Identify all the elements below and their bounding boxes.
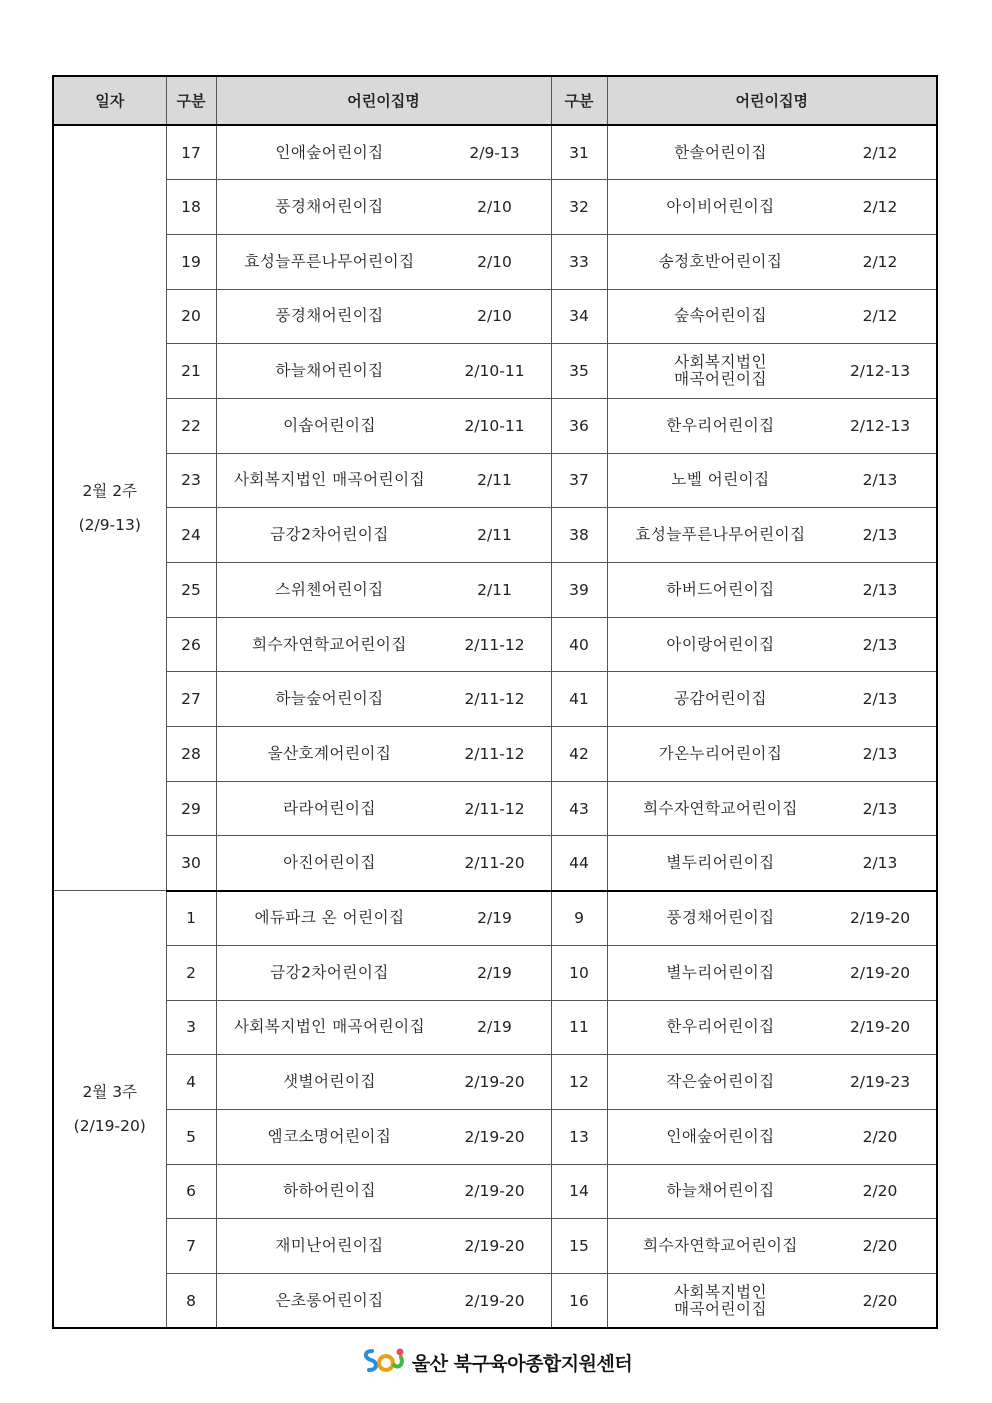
row-number: 14 — [551, 1164, 607, 1219]
row-number: 27 — [166, 672, 216, 727]
table-row — [53, 453, 937, 508]
daycare-name: 효성늘푸른나무어린이집 — [635, 525, 806, 544]
daycare-cell — [216, 727, 551, 782]
table-row — [53, 836, 937, 891]
daycare-name: 인애숲어린이집 — [275, 143, 384, 162]
row-number: 2 — [166, 945, 216, 1000]
daycare-cell — [607, 508, 937, 563]
daycare-cell — [607, 727, 937, 782]
daycare-name: 풍경채어린이집 — [275, 306, 384, 325]
daycare-cell — [216, 234, 551, 289]
row-number: 19 — [166, 234, 216, 289]
visit-date: 2/10-11 — [464, 416, 525, 435]
visit-date: 2/12 — [862, 143, 898, 162]
week-cell — [53, 891, 166, 1329]
visit-date: 2/11 — [477, 580, 512, 599]
daycare-name: 사회복지법인 매곡어린이집 — [674, 353, 767, 389]
row-number: 41 — [551, 672, 607, 727]
daycare-cell — [216, 563, 551, 618]
daycare-cell — [216, 836, 551, 891]
daycare-name: 희수자연학교어린이집 — [252, 635, 407, 654]
header-date: 일자 — [53, 76, 166, 125]
daycare-cell — [607, 453, 937, 508]
visit-date: 2/9-13 — [469, 143, 520, 162]
daycare-cell — [216, 781, 551, 836]
row-number: 21 — [166, 344, 216, 399]
visit-date: 2/13 — [862, 471, 898, 490]
daycare-name: 한우리어린이집 — [666, 1017, 775, 1036]
row-number: 31 — [551, 125, 607, 180]
footer — [0, 1345, 992, 1380]
daycare-cell — [216, 1000, 551, 1055]
daycare-name: 한솔어린이집 — [674, 143, 767, 162]
row-number: 9 — [551, 891, 607, 946]
row-number: 12 — [551, 1055, 607, 1110]
visit-date: 2/19-20 — [464, 1237, 525, 1256]
row-number: 13 — [551, 1109, 607, 1164]
visit-date: 2/19-20 — [849, 1018, 911, 1037]
table-row — [53, 1164, 937, 1219]
row-number: 26 — [166, 617, 216, 672]
row-number: 30 — [166, 836, 216, 891]
row-number: 16 — [551, 1273, 607, 1328]
daycare-cell — [216, 1219, 551, 1274]
visit-date: 2/12 — [862, 252, 898, 271]
visit-date: 2/13 — [862, 635, 898, 654]
daycare-name: 한우리어린이집 — [666, 416, 775, 435]
visit-date: 2/13 — [862, 854, 898, 873]
daycare-cell — [607, 1219, 937, 1274]
table-row — [53, 1219, 937, 1274]
daycare-name: 엠코소명어린이집 — [267, 1127, 392, 1146]
daycare-cell — [607, 1273, 937, 1328]
row-number: 35 — [551, 344, 607, 399]
visit-date: 2/11 — [477, 526, 512, 545]
daycare-name: 가온누리어린이집 — [658, 744, 783, 763]
row-number: 11 — [551, 1000, 607, 1055]
daycare-name: 하하어린이집 — [283, 1181, 376, 1200]
visit-date: 2/19-20 — [464, 1182, 525, 1201]
table-row — [53, 289, 937, 344]
visit-date: 2/19-20 — [464, 1291, 525, 1310]
row-number: 28 — [166, 727, 216, 782]
week-range: (2/9-13) — [78, 516, 141, 535]
table-row — [53, 180, 937, 235]
daycare-name: 울산호계어린이집 — [267, 744, 392, 763]
daycare-name: 희수자연학교어린이집 — [643, 799, 798, 818]
week-cell — [53, 125, 166, 891]
header-name-right: 어린이집명 — [607, 76, 937, 125]
row-number: 18 — [166, 180, 216, 235]
week-label: 2월 2주 — [82, 482, 138, 501]
week-range: (2/19-20) — [73, 1117, 146, 1136]
daycare-name: 재미난어린이집 — [275, 1236, 384, 1255]
daycare-cell — [607, 617, 937, 672]
schedule-table — [52, 75, 938, 1329]
daycare-name: 아이랑어린이집 — [666, 635, 775, 654]
daycare-name: 숲속어린이집 — [674, 306, 767, 325]
daycare-cell — [607, 398, 937, 453]
table-row — [53, 781, 937, 836]
daycare-cell — [607, 1109, 937, 1164]
daycare-cell — [216, 125, 551, 180]
daycare-name: 스위첸어린이집 — [275, 580, 384, 599]
row-number: 40 — [551, 617, 607, 672]
daycare-name: 에듀파크 온 어린이집 — [254, 908, 405, 927]
row-number: 10 — [551, 945, 607, 1000]
visit-date: 2/19 — [477, 963, 512, 982]
visit-date: 2/13 — [862, 799, 898, 818]
table-row — [53, 1000, 937, 1055]
daycare-cell — [607, 1055, 937, 1110]
row-number: 29 — [166, 781, 216, 836]
daycare-cell — [607, 891, 937, 946]
daycare-name: 하버드어린이집 — [666, 580, 775, 599]
visit-date: 2/20 — [862, 1127, 898, 1146]
table-row — [53, 891, 937, 946]
table-row — [53, 508, 937, 563]
visit-date: 2/19-20 — [464, 1127, 525, 1146]
daycare-name: 금강2차어린이집 — [270, 963, 389, 982]
daycare-cell — [607, 945, 937, 1000]
table-row — [53, 398, 937, 453]
daycare-cell — [607, 125, 937, 180]
row-number: 15 — [551, 1219, 607, 1274]
visit-date: 2/19-23 — [849, 1073, 911, 1092]
daycare-name: 인애숲어린이집 — [666, 1127, 775, 1146]
daycare-cell — [607, 234, 937, 289]
daycare-cell — [216, 453, 551, 508]
daycare-cell — [607, 672, 937, 727]
daycare-name: 은초롱어린이집 — [275, 1291, 384, 1310]
daycare-cell — [607, 289, 937, 344]
daycare-name: 사회복지법인 매곡어린이집 — [233, 470, 426, 489]
row-number: 23 — [166, 453, 216, 508]
table-row — [53, 234, 937, 289]
row-number: 43 — [551, 781, 607, 836]
row-number: 3 — [166, 1000, 216, 1055]
daycare-cell — [216, 508, 551, 563]
daycare-name: 이솝어린이집 — [283, 416, 376, 435]
row-number: 5 — [166, 1109, 216, 1164]
visit-date: 2/10 — [477, 252, 512, 271]
daycare-name: 아진어린이집 — [283, 853, 376, 872]
daycare-cell — [216, 344, 551, 399]
visit-date: 2/13 — [862, 690, 898, 709]
row-number: 37 — [551, 453, 607, 508]
row-number: 25 — [166, 563, 216, 618]
daycare-cell — [216, 398, 551, 453]
row-number: 39 — [551, 563, 607, 618]
table-row — [53, 672, 937, 727]
table-row — [53, 1055, 937, 1110]
visit-date: 2/13 — [862, 526, 898, 545]
table-row — [53, 563, 937, 618]
visit-date: 2/11-12 — [464, 799, 525, 818]
daycare-cell — [216, 891, 551, 946]
daycare-cell — [607, 1164, 937, 1219]
daycare-cell — [216, 1164, 551, 1219]
visit-date: 2/19-20 — [849, 963, 911, 982]
row-number: 22 — [166, 398, 216, 453]
row-number: 6 — [166, 1164, 216, 1219]
daycare-name: 하늘채어린이집 — [275, 361, 384, 380]
daycare-name: 공감어린이집 — [674, 689, 767, 708]
daycare-cell — [216, 617, 551, 672]
visit-date: 2/13 — [862, 580, 898, 599]
daycare-cell — [607, 344, 937, 399]
row-number: 8 — [166, 1273, 216, 1328]
visit-date: 2/10 — [477, 198, 512, 217]
visit-date: 2/11-12 — [464, 635, 525, 654]
center-logo-icon — [360, 1345, 406, 1380]
visit-date: 2/10-11 — [464, 362, 525, 381]
daycare-cell — [216, 945, 551, 1000]
daycare-name: 별두리어린이집 — [666, 853, 775, 872]
visit-date: 2/12 — [862, 198, 898, 217]
table-row — [53, 617, 937, 672]
visit-date: 2/12-13 — [849, 362, 911, 381]
table-row — [53, 344, 937, 399]
table-row — [53, 727, 937, 782]
row-number: 20 — [166, 289, 216, 344]
visit-date: 2/20 — [862, 1291, 898, 1310]
daycare-name: 작은숲어린이집 — [666, 1072, 775, 1091]
table-body — [53, 125, 937, 1328]
visit-date: 2/11-12 — [464, 744, 525, 763]
week-label: 2월 3주 — [82, 1083, 138, 1102]
daycare-cell — [216, 1273, 551, 1328]
row-number: 42 — [551, 727, 607, 782]
visit-date: 2/19 — [477, 1018, 512, 1037]
daycare-cell — [607, 836, 937, 891]
daycare-name: 하늘숲어린이집 — [275, 689, 384, 708]
visit-date: 2/12-13 — [849, 416, 911, 435]
daycare-name: 하늘채어린이집 — [666, 1181, 775, 1200]
table-row — [53, 125, 937, 180]
daycare-cell — [607, 180, 937, 235]
table-row — [53, 1273, 937, 1328]
daycare-name: 라라어린이집 — [283, 799, 376, 818]
daycare-name: 희수자연학교어린이집 — [643, 1236, 798, 1255]
visit-date: 2/19-20 — [464, 1073, 525, 1092]
table-row — [53, 1109, 937, 1164]
daycare-name: 아이비어린이집 — [666, 197, 775, 216]
daycare-name: 샛별어린이집 — [283, 1072, 376, 1091]
table-header — [53, 76, 937, 125]
daycare-cell — [216, 180, 551, 235]
table-row — [53, 945, 937, 1000]
daycare-name: 사회복지법인 매곡어린이집 — [674, 1282, 767, 1318]
daycare-name: 별누리어린이집 — [666, 963, 775, 982]
row-number: 44 — [551, 836, 607, 891]
header-no-left: 구분 — [166, 76, 216, 125]
header-name-left: 어린이집명 — [216, 76, 551, 125]
visit-date: 2/19-20 — [849, 909, 911, 928]
row-number: 7 — [166, 1219, 216, 1274]
row-number: 24 — [166, 508, 216, 563]
row-number: 34 — [551, 289, 607, 344]
visit-date: 2/10 — [477, 307, 512, 326]
row-number: 1 — [166, 891, 216, 946]
daycare-cell — [607, 781, 937, 836]
daycare-cell — [216, 672, 551, 727]
daycare-cell — [216, 1055, 551, 1110]
row-number: 32 — [551, 180, 607, 235]
daycare-name: 풍경채어린이집 — [666, 908, 775, 927]
daycare-name: 사회복지법인 매곡어린이집 — [233, 1017, 426, 1036]
visit-date: 2/12 — [862, 307, 898, 326]
header-no-right: 구분 — [551, 76, 607, 125]
visit-date: 2/13 — [862, 744, 898, 763]
visit-date: 2/11 — [477, 471, 512, 490]
visit-date: 2/20 — [862, 1237, 898, 1256]
daycare-cell — [216, 289, 551, 344]
row-number: 17 — [166, 125, 216, 180]
visit-date: 2/19 — [477, 909, 512, 928]
daycare-name: 노벨 어린이집 — [671, 470, 770, 489]
daycare-cell — [607, 1000, 937, 1055]
daycare-name: 금강2차어린이집 — [270, 525, 389, 544]
visit-date: 2/11-20 — [464, 854, 525, 873]
row-number: 33 — [551, 234, 607, 289]
row-number: 38 — [551, 508, 607, 563]
daycare-name: 효성늘푸른나무어린이집 — [244, 252, 415, 271]
daycare-cell — [216, 1109, 551, 1164]
org-name: 울산 북구육아종합지원센터 — [411, 1353, 633, 1375]
daycare-name: 송정호반어린이집 — [658, 252, 783, 271]
daycare-cell — [607, 563, 937, 618]
visit-date: 2/20 — [862, 1182, 898, 1201]
visit-date: 2/11-12 — [464, 690, 525, 709]
row-number: 4 — [166, 1055, 216, 1110]
row-number: 36 — [551, 398, 607, 453]
daycare-name: 풍경채어린이집 — [275, 197, 384, 216]
